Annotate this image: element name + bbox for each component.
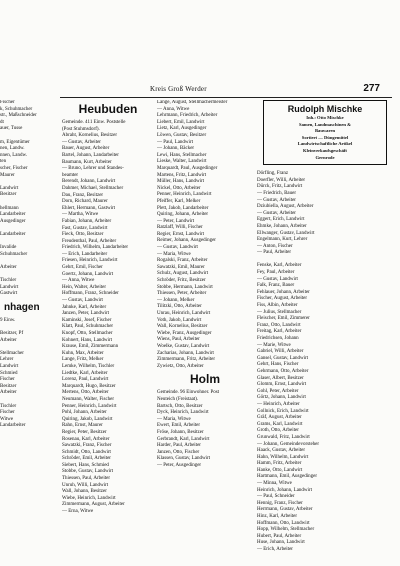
directory-entry <box>0 397 58 404</box>
section-heading-heubuden: Heubuden <box>78 102 138 116</box>
directory-entry: Hopp, Wilhelm, Stellmacher <box>257 527 315 533</box>
directory-entry: auer, Tusse <box>0 126 23 132</box>
directory-entry <box>0 199 58 206</box>
header-rule <box>60 97 392 98</box>
directory-entry: Neumann, Walter, Fischer <box>62 396 115 402</box>
advertisement-text <box>268 115 382 161</box>
directory-entry: nnen, Landw. <box>0 152 28 158</box>
directory-entry: — Anton, Fischer <box>257 243 293 249</box>
directory-entry: — Erich, Landarbeiter <box>62 251 108 257</box>
directory-entry: — Erich, Arbeiter <box>257 547 293 552</box>
directory-entry: Huse, Johann, Landwirt <box>257 540 305 546</box>
directory-entry: Gansel, Gustav, Landwirt <box>257 355 309 361</box>
directory-entry: Lorenz, Paul, Landwirt <box>62 377 109 383</box>
directory-entry: — Marie, Witwe <box>257 342 291 348</box>
directory-entry: Gollnick, Erich, Landwirt <box>257 408 309 414</box>
directory-entry: Unrau, Heinrich, Landwirt <box>157 311 211 316</box>
directory-entry: Haack, Gustav, Arbeiter <box>257 448 305 454</box>
directory-entry: Schuhmacher <box>0 251 28 257</box>
directory-entry: Stobbe, Hermann, Landwirt <box>157 284 213 290</box>
directory-entry: Gohl, Peter, Arbeiter <box>257 388 299 394</box>
directory-entry: Regier, Ernst, Landwirt <box>157 231 205 237</box>
directory-entry: Gerbrandt, Karl, Landwirt <box>157 436 210 442</box>
directory-entry: Dorn, Richard, Maurer <box>62 199 108 205</box>
directory-entry: m, Eigentümer <box>0 139 30 145</box>
directory-entry: Besitzer, Pf <box>0 331 24 336</box>
directory-entry: Wall, Kornelius, Besitzer <box>157 324 208 330</box>
directory-entry: — Gustav, Landwirt <box>257 276 298 282</box>
directory-entry: Kohnert, Hans, Landwirt <box>62 337 112 343</box>
directory-entry: Dyck, Heinrich, Landwirt <box>157 410 209 416</box>
directory-entry: Fast, Gustav, Landwirt <box>62 225 108 231</box>
directory-entry: Besitzer <box>0 192 17 198</box>
advertisement-line: Samen, Landmaschinen & <box>299 121 351 127</box>
directory-entry: Fieck, Otto, Besitzer <box>62 232 104 238</box>
directory-entry: Pohl, Johann, Arbeiter <box>62 410 107 416</box>
directory-entry: Schulz, August, Landwirt <box>157 271 209 277</box>
directory-entry: Ehmke, Johann, Arbeiter <box>257 223 307 229</box>
directory-entry: — Johann, Gemeindevorsteher <box>257 441 320 447</box>
advertisement-line: Gernrode <box>315 154 335 160</box>
advertisement-line: Kleinverkaufsgeschäft <box>303 147 347 153</box>
directory-entry: Gabriel, Willi, Arbeiter <box>257 349 304 355</box>
advertisement-line: Bauwaren <box>314 128 336 134</box>
column-right <box>257 100 395 554</box>
section-heading-holm: Holm <box>190 372 220 387</box>
directory-entry: Schmied <box>0 370 18 376</box>
directory-entry: Klassen, Gustav, Landwirt <box>157 456 210 462</box>
directory-entry: Bauer, August, Arbeiter <box>62 146 110 152</box>
directory-entry: Hoffmann, Otto, Landwirt <box>257 520 310 526</box>
directory-entry: k, Schuhmacher <box>0 106 33 112</box>
directory-entry: Lange, August, Stellmachermeister <box>157 100 228 105</box>
directory-entry: Gemeinde. 411 Einw. Poststelle <box>62 120 126 125</box>
directory-entry: Landarbeiter <box>0 231 26 237</box>
directory-entry: Rosenau, Karl, Arbeiter <box>62 436 110 442</box>
advertisement-box <box>263 100 387 165</box>
directory-entry: — Friedrich, Bauer <box>257 190 297 196</box>
directory-entry <box>0 271 58 278</box>
directory-entry: Goertz, Johann, Landwirt <box>62 271 114 277</box>
directory-entry: str., Maßschneider <box>0 113 37 119</box>
directory-entry: Landarbeiter <box>0 212 26 218</box>
directory-entry <box>0 225 58 232</box>
directory-entry: Hubert, Paul, Arbeiter <box>257 533 302 539</box>
directory-entry: Unruh, Willi, Landwirt <box>62 482 109 488</box>
directory-entry: Quiring, Johann, Arbeiter <box>157 212 209 218</box>
directory-entry: Ehlert, Hermann, Gastwirt <box>62 205 116 211</box>
directory-entry: Hamm, Fritz, Arbeiter <box>257 461 302 467</box>
directory-entry: Bartsch, Otto, Besitzer <box>157 403 203 409</box>
directory-entry: Penner, Heinrich, Landwirt <box>62 403 117 409</box>
directory-entry: Kaminski, Josef, Fischer <box>62 317 112 323</box>
directory-entry: — Gustav, Landwirt <box>62 298 103 304</box>
section-heading-nhagen: nhagen <box>4 301 40 313</box>
directory-entry: — Peter, Ausgedinger <box>157 462 202 468</box>
directory-entry: Friesen, Heinrich, Landwirt <box>62 258 118 264</box>
directory-entry: Dahmer, Michael, Stellmacher <box>62 185 124 191</box>
directory-entry: Siebert, Hans, Schmied <box>62 462 109 468</box>
directory-entry: hellmann <box>0 205 19 211</box>
directory-entry <box>0 133 58 140</box>
directory-entry: Zimmermann, August, Arbeiter <box>62 502 125 508</box>
directory-entry: Groth, Otto, Arbeiter <box>257 428 299 434</box>
directory-entry: Lange, Fritz, Melker <box>62 357 104 363</box>
directory-entry: Martens, Fritz, Landwirt <box>157 172 207 178</box>
directory-entry: Kuhn, Max, Arbeiter <box>62 350 104 356</box>
directory-entry: Ewert, Emil, Arbeiter <box>157 423 201 429</box>
directory-entry: Fischer <box>0 377 15 383</box>
directory-entry: Heinrich, Johann, Landwirt <box>257 487 312 493</box>
directory-entry: — Maria, Witwe <box>157 416 191 422</box>
directory-entry: Friedrichsen, Johann <box>257 336 299 341</box>
directory-entry: Wall, Johann, Besitzer <box>62 489 107 495</box>
directory-entry: Liebert, Emil, Landwirt <box>157 119 205 125</box>
column-left-fragment <box>0 100 58 430</box>
directory-entry: — Heinrich, Arbeiter <box>257 401 300 407</box>
directory-entry: Fischer <box>0 410 15 416</box>
directory-entry: Regier, Peter, Besitzer <box>62 429 107 435</box>
directory-entry: Wiebe, Heinrich, Landwirt <box>62 495 116 501</box>
directory-entry: Hanke, Otto, Landwirt <box>257 467 303 473</box>
directory-entry: Görtz, Johann, Landwirt <box>257 395 306 401</box>
directory-entry: Liedtke, Karl, Arbeiter <box>62 370 108 376</box>
directory-entry: Gehrmann, Otto, Arbeiter <box>257 368 309 374</box>
directory-entry: Jahnke, Karl, Arbeiter <box>62 304 107 310</box>
directory-entry: Grams, Karl, Landwirt <box>257 421 303 427</box>
directory-entry: Engelmann, Kurt, Lehrer <box>257 237 308 243</box>
directory-entry: Müller, Hans, Landwirt <box>157 179 205 185</box>
directory-entry: Voth, Jakob, Landwirt <box>157 317 202 323</box>
page-header <box>150 85 390 97</box>
directory-entry: — Johann, Melker <box>157 297 195 303</box>
directory-entry: Gehrt, Emil, Fischer <box>62 265 103 271</box>
directory-entry: Wiens, Paul, Arbeiter <box>157 337 200 343</box>
heubuden-entries <box>62 120 154 516</box>
directory-entry: Invalide <box>0 245 17 251</box>
directory-entry: — Peter, Landwirt <box>157 218 195 224</box>
directory-entry: Falk, Franz, Bauer <box>257 283 295 289</box>
directory-entry: Maurer <box>0 172 15 178</box>
directory-entry: — Gustav, Arbeiter <box>257 197 296 203</box>
directory-entry: — Minna, Witwe <box>257 481 292 487</box>
directory-entry: Stellmacher <box>0 350 24 356</box>
page-number: 277 <box>363 83 380 94</box>
directory-entry: Tilitzki, Otto, Arbeiter <box>157 304 202 310</box>
directory-entry: — Maria, Witwe <box>157 251 191 257</box>
directory-entry: Fehlauer, Johann, Arbeiter <box>257 289 310 295</box>
directory-entry: Tischler <box>0 403 17 409</box>
directory-entry: Janzen, Peter, Landwirt <box>62 311 110 317</box>
middle-entries <box>157 100 253 370</box>
directory-entry: Ausgedinger <box>0 218 26 224</box>
directory-entry: Glomm, Ernst, Landwirt <box>257 382 307 388</box>
directory-entry: Fiss, Albin, Arbeiter <box>257 303 298 309</box>
directory-entry: Pfeiffer, Karl, Melker <box>157 198 201 204</box>
directory-entry: 9 Einw. <box>0 317 16 323</box>
directory-entry: Quiring, Jakob, Landwirt <box>62 416 113 422</box>
directory-entry: Schmidt, Otto, Landwirt <box>62 449 111 455</box>
directory-entry: — Paul, Arbeiter <box>257 250 292 256</box>
directory-entry: Schröder, Emil, Arbeiter <box>62 456 111 462</box>
directory-entry: Sawatzki, Emil, Maurer <box>157 264 205 270</box>
directory-entry: Freudenthal, Paul, Arbeiter <box>62 238 117 244</box>
directory-entry: Fröse, Johann, Besitzer <box>157 429 204 435</box>
directory-entry: Stobbe, Gustav, Landwirt <box>62 469 114 475</box>
directory-entry: Grunwald, Fritz, Landwirt <box>257 434 310 440</box>
directory-entry: Besitzer <box>0 383 17 389</box>
directory-entry: Hennig, Franz, Fischer <box>257 500 303 506</box>
directory-entry: Berendt, Johann, Landwirt <box>62 179 116 185</box>
directory-entry: Hein, Walter, Arbeiter <box>62 284 107 290</box>
directory-entry: Dürck, Fritz, Landwirt <box>257 184 303 190</box>
directory-entry: Gräf, August, Arbeiter <box>257 415 302 421</box>
directory-entry: Marquardt, Paul, Ausgedinger <box>157 165 218 171</box>
holm-entries <box>157 390 253 469</box>
directory-entry: Herrmann, Gustav, Arbeiter <box>257 507 313 513</box>
column-left-top-entries <box>0 100 58 298</box>
directory-entry: Franz, Otto, Landwirt <box>257 322 301 328</box>
directory-entry: Wiebe, Franz, Ausgedinger <box>157 330 212 336</box>
directory-entry: Janzen, Otto, Fischer <box>157 449 200 455</box>
directory-entry: Glaser, Albert, Besitzer <box>257 375 304 381</box>
directory-entry: — Bruno, Lehrer und Standes- <box>62 166 124 172</box>
directory-entry: Ratzlaff, Willi, Fischer <box>157 225 203 231</box>
directory-entry: Lewi, Hans, Stellmacher <box>157 152 207 158</box>
directory-entry: Abraht, Kornelius, Besitzer <box>62 133 117 139</box>
directory-entry: — Anna, Witwe <box>62 278 95 284</box>
directory-entry: beamter <box>62 172 79 178</box>
directory-entry: Neuteich (Freistaat). <box>157 396 199 402</box>
directory-entry: Plett, Jakob, Landarbeiter <box>157 205 209 211</box>
column-left-bottom-entries <box>0 318 58 430</box>
directory-entry: Lieske, Walter, Landwirt <box>157 159 207 165</box>
column-heubuden <box>62 100 154 516</box>
directory-entry: Landwirt <box>0 363 19 369</box>
directory-entry: Lehrer <box>0 357 14 363</box>
directory-entry: Klatt, Paul, Schuhmacher <box>62 324 114 330</box>
directory-entry: Reimer, Johann, Ausgedinger <box>157 238 216 244</box>
directory-entry: Fabian, Johann, Arbeiter <box>62 218 112 224</box>
directory-entry: Harder, Paul, Arbeiter <box>157 443 201 449</box>
directory-entry: Arbeiter <box>0 264 17 270</box>
directory-entry: Landwirt <box>0 185 19 191</box>
directory-entry: Lemke, Wilhelm, Tischler <box>62 363 115 369</box>
directory-entry: Dau, Franz, Besitzer <box>62 192 104 198</box>
directory-entry: Bartel, Johann, Landarbeiter <box>62 152 119 158</box>
directory-entry <box>257 257 395 264</box>
directory-entry: Gemeinde. 96 Einwohner. Post <box>157 390 220 396</box>
directory-entry <box>0 238 58 245</box>
right-entries <box>257 171 395 553</box>
directory-entry: Freitag, Karl, Arbeiter <box>257 329 302 335</box>
directory-entry: Witwe <box>0 416 14 422</box>
directory-entry: Hahn, Wilhelm, Landwirt <box>257 454 309 460</box>
directory-entry: — Anna, Witwe <box>157 106 190 112</box>
directory-entry: Mertens, Otto, Arbeiter <box>62 390 109 396</box>
directory-entry <box>0 344 58 351</box>
directory-entry: ten <box>0 159 7 165</box>
directory-entry: Hoffmann, Franz, Schneider <box>62 291 119 297</box>
directory-entry: Hinz, Karl, Arbeiter <box>257 514 297 520</box>
directory-entry: Ellwanger, Gustav, Landwirt <box>257 230 315 236</box>
advertisement-line: Sortiert — Düngemittel <box>301 134 349 140</box>
column-middle <box>157 100 253 469</box>
directory-entry: nen, Landw. <box>0 146 25 152</box>
directory-entry: Woelke, Gustav, Landwirt <box>157 343 210 349</box>
directory-entry: Eggert, Erich, Landwirt <box>257 217 305 223</box>
directory-entry: (Post Stuhmsdorf). <box>62 126 100 132</box>
directory-entry: — Gustav, Arbeiter <box>257 210 296 216</box>
directory-entry: — Gustav, Arbeiter <box>62 139 101 145</box>
directory-entry: — Paul, Schneider <box>257 494 295 500</box>
directory-entry: — Gustav, Landwirt <box>157 245 198 251</box>
directory-entry: Landarbeiter <box>0 423 26 429</box>
directory-entry: Schröder, Fritz, Besitzer <box>157 278 206 284</box>
directory-entry: Baumann, Kurt, Arbeiter <box>62 159 112 165</box>
advertisement-name: Rudolph Mischke <box>287 104 363 114</box>
directory-entry: Löwen, Gustav, Besitzer <box>157 132 207 138</box>
directory-entry: Hartmann, Emil, Ausgedinger <box>257 474 317 480</box>
directory-entry: Rahn, Ernst, Maurer <box>62 423 103 429</box>
directory-entry: — Paul, Landwirt <box>157 139 193 145</box>
directory-entry: — Martha, Witwe <box>62 212 99 218</box>
directory-entry: Lietz, Karl, Ausgedinger <box>157 126 207 132</box>
directory-entry: Knopf, Otto, Stellmacher <box>62 331 113 336</box>
directory-entry: Nickel, Otto, Arbeiter <box>157 185 201 191</box>
directory-entry: Sawatzki, Franz, Fischer <box>62 443 112 449</box>
directory-entry: Fey, Paul, Arbeiter <box>257 270 295 276</box>
directory-entry: Marquardt, Hugo, Besitzer <box>62 383 116 389</box>
directory-entry: Fischer, August, Arbeiter <box>257 296 308 302</box>
directory-entry: — Erna, Witwe <box>62 509 94 515</box>
directory-entry: Gastwirt <box>0 291 18 297</box>
advertisement-line: Inh.: Otto Mischke <box>306 115 344 120</box>
directory-entry: Fenske, Karl, Arbeiter <box>257 263 302 269</box>
directory-entry: Thiessen, Peter, Arbeiter <box>157 291 207 297</box>
directory-entry <box>0 258 58 265</box>
running-title: Kreis Groß Werder <box>150 85 207 93</box>
directory-entry: dt <box>0 119 4 125</box>
directory-entry: Tischler <box>0 278 17 284</box>
directory-entry: Dörfling, Franz <box>257 171 289 177</box>
directory-entry: Penner, Heinrich, Landwirt <box>157 192 212 198</box>
directory-entry: Doerfler, Willi, Arbeiter <box>257 177 306 183</box>
directory-entry: — Julius, Stellmacher <box>257 309 302 315</box>
directory-entry: Landwirt <box>0 284 19 290</box>
directory-entry: Friedrich, Wilhelm, Landarbeiter <box>62 245 129 251</box>
directory-entry: Gehrt, Hans, Fischer <box>257 362 299 368</box>
directory-entry: Thiessen, Paul, Arbeiter <box>62 476 111 482</box>
directory-entry: Zimmermann, Fritz, Arbeiter <box>157 357 216 363</box>
directory-entry: — Johann, Bäcker <box>157 146 195 152</box>
directory-entry <box>0 179 58 186</box>
directory-entry: Zywietz, Otto, Arbeiter <box>157 363 204 369</box>
directory-entry: Dziubiella, August, Arbeiter <box>257 204 314 210</box>
directory-entry: Arbeiter <box>0 337 17 343</box>
advertisement-line: Landwirtschaftliche Artikel <box>297 141 353 147</box>
directory-entry: Rogalski, Franz, Arbeiter <box>157 258 208 264</box>
directory-entry: Fleischer, Emil, Zimmerer <box>257 316 310 322</box>
directory-entry <box>0 324 58 331</box>
directory-entry: scher, Fischer <box>0 165 28 171</box>
directory-entry: Fischer <box>0 100 15 105</box>
directory-entry: Krause, Emil, Zimmermann <box>62 344 119 350</box>
directory-entry: Lehrmann, Friedrich, Arbeiter <box>157 113 218 119</box>
directory-entry: Arbeiter <box>0 390 17 396</box>
directory-entry: Zacharias, Johann, Landwirt <box>157 350 214 356</box>
